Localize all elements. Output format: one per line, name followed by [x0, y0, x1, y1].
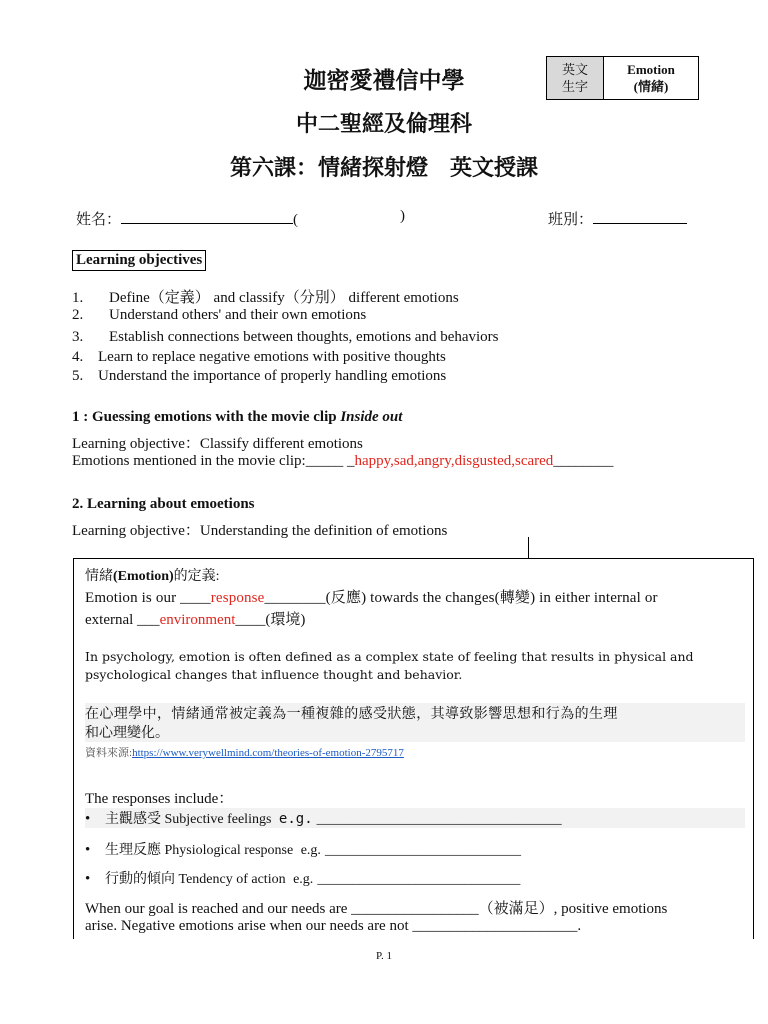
bullet-en: Tendency of action [175, 872, 290, 887]
bullet-blank[interactable]: ____________________________ [324, 843, 521, 858]
objective-text: Understand the importance of properly handling emotions [98, 368, 447, 384]
objective-item [72, 307, 366, 324]
definition-label-zh2: 的定義: [173, 569, 220, 584]
school-title: 迦密愛禮信中學 [303, 67, 465, 94]
source-line [85, 744, 404, 760]
response-bullet [85, 868, 520, 888]
section1-heading [72, 409, 402, 426]
definition-line2-a: external ___ [85, 612, 160, 628]
section1-objective: Learning objective：Classify different emotions [72, 436, 363, 452]
emotions-label: Emotions mentioned in the movie clip:_____ _ [72, 453, 355, 469]
bullet-zh: 生理反應 [105, 843, 161, 858]
divider [528, 537, 529, 558]
objective-item [72, 329, 499, 346]
objective-num: 2. [72, 307, 84, 323]
bullet-zh: 主觀感受 [105, 812, 161, 827]
section1-heading-movie: Inside out [340, 409, 403, 425]
psych-zh-line1: 在心理學中，情緒通常被定義為一種複雜的感受狀態，其導致影響思想和行為的生理 [85, 703, 745, 723]
class-info [548, 208, 687, 229]
objective-num: 5. [72, 368, 84, 384]
psych-en-line1: In psychology, emotion is often defined as a complex state of feeling that results in physical and [85, 649, 694, 664]
objective-text: Define（定義） and classify（分別） different emotions [109, 290, 459, 306]
bullet-icon: • [85, 871, 91, 887]
section1-emotions [72, 453, 613, 470]
bullet-blank[interactable]: _____________________________ [317, 872, 521, 887]
name-blank[interactable] [121, 209, 293, 224]
response-bullet [85, 808, 745, 828]
name-label: 姓名： [76, 212, 122, 228]
objectives-heading: Learning objectives [72, 250, 206, 271]
class-blank[interactable] [593, 209, 687, 224]
section1-heading-text: 1 : Guessing emotions with the movie clip [72, 409, 341, 425]
lesson-title: 第六課：情緒探射燈 英文授課 [229, 155, 538, 181]
bullet-eg: e.g. [278, 811, 313, 827]
emotions-tail: ________ [553, 453, 614, 469]
definition-line2-b: ____(環境) [235, 612, 306, 628]
goal-line2: arise. Negative emotions arise when our needs are not ______________________. [85, 918, 582, 934]
goal-blank[interactable]: _________________ [351, 901, 479, 917]
response-bullet [85, 839, 521, 859]
vocab-header-label: 英文 生字 [561, 62, 588, 94]
goal-line1-b: （被滿足）, positive emotions [478, 901, 668, 917]
goal-line1 [85, 897, 667, 918]
definition-line1 [85, 586, 658, 607]
page-number: P. 1 [376, 950, 392, 962]
definition-line1-b: ________(反應) towards the changes(轉變) in either internal or [264, 590, 658, 606]
vocab-word: Emotion [627, 62, 675, 77]
definition-line2 [85, 608, 305, 629]
bullet-en: Subjective feelings [161, 812, 275, 827]
bullet-zh: 行動的傾向 [105, 872, 175, 887]
source-label: 資料來源: [85, 747, 133, 759]
definition-line1-a: Emotion is our ____ [85, 590, 211, 606]
class-label: 班別： [548, 212, 594, 228]
definition-label-zh: 情緒 [85, 569, 113, 584]
bullet-en: Physiological response [161, 843, 297, 858]
vocab-word-zh: (情緒) [633, 79, 669, 94]
section2-objective: Learning objective：Understanding the definition of emotions [72, 523, 448, 539]
psych-en-line2: psychological changes that influence thought and behavior. [85, 667, 463, 682]
objective-text: Learn to replace negative emotions with positive thoughts [98, 349, 446, 365]
paren-open: ( [293, 212, 299, 228]
paren-close: ) [400, 208, 405, 224]
objective-num: 1. [72, 290, 84, 306]
bullet-icon: • [85, 811, 91, 827]
response-answer: response [210, 590, 265, 606]
objective-item [72, 286, 459, 307]
subject-title: 中二聖經及倫理科 [295, 111, 472, 137]
objective-num: 3. [72, 329, 84, 345]
goal-line1-a: When our goal is reached and our needs are [85, 901, 352, 917]
psych-zh-line2: 和心理變化。 [85, 722, 745, 742]
student-info [76, 208, 298, 229]
responses-intro: The responses include： [85, 791, 234, 807]
objective-text: Understand others' and their own emotions [109, 307, 367, 323]
bullet-icon: • [85, 842, 91, 858]
objective-item [72, 368, 446, 385]
emotions-answer: happy,sad,angry,disgusted,scared [354, 453, 554, 469]
bullet-blank[interactable]: ___________________________________ [316, 812, 562, 827]
definition-label [85, 565, 220, 585]
objective-text: Establish connections between thoughts, emotions and behaviors [109, 329, 499, 345]
bullet-eg: e.g. [300, 843, 321, 858]
objective-item [72, 349, 446, 366]
definition-box [73, 558, 754, 939]
environment-answer: environment [159, 612, 236, 628]
objective-num: 4. [72, 349, 84, 365]
section2-heading: 2. Learning about emoetions [72, 496, 255, 512]
definition-label-en: (Emotion) [113, 569, 174, 584]
source-link[interactable]: https://www.verywellmind.com/theories-of-emotion-2795717 [132, 747, 404, 759]
bullet-eg: e.g. [293, 872, 314, 887]
